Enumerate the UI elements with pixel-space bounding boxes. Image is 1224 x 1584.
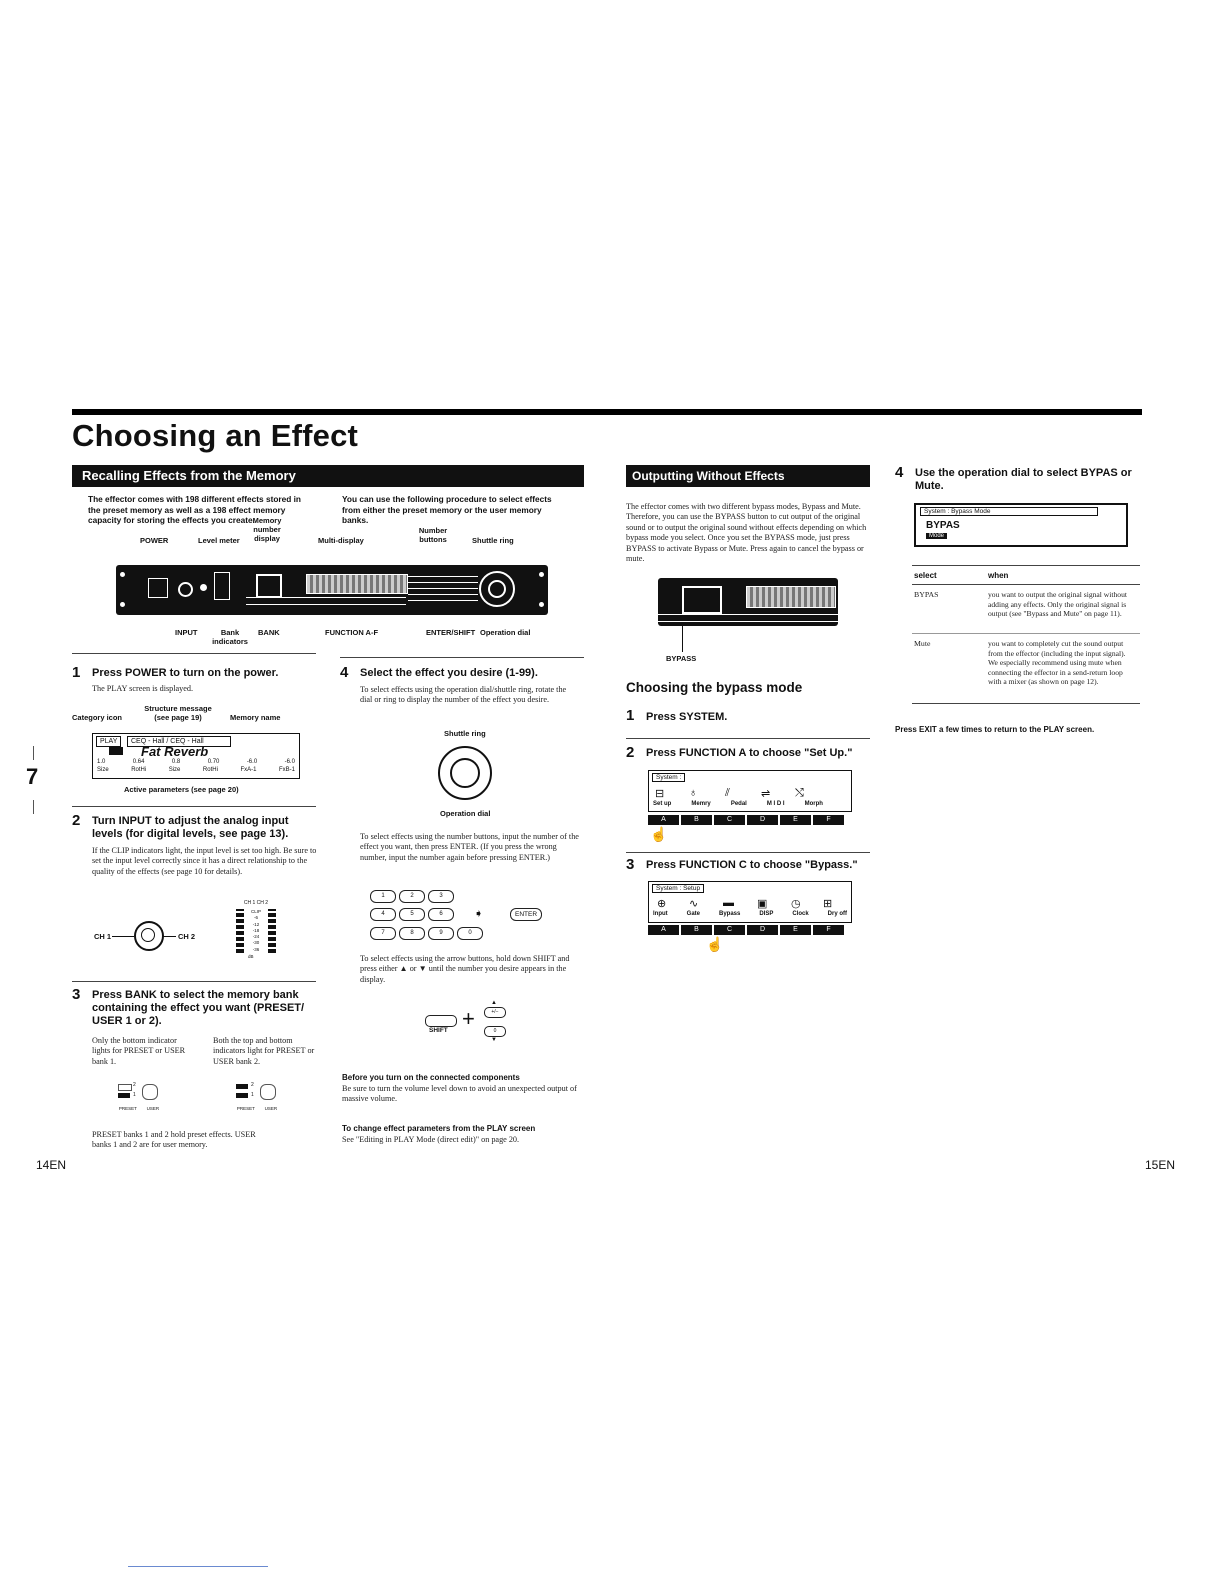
table-header-select: select	[914, 571, 937, 580]
number-buttons-row3	[370, 927, 486, 940]
input-knob	[178, 582, 193, 597]
system-lcd	[648, 770, 852, 812]
bypass-panel	[658, 578, 838, 626]
icon-label: Morph	[804, 801, 823, 807]
tab-f: F	[813, 815, 844, 825]
lcd-memory-name: Fat Reverb	[141, 744, 209, 759]
play-screen-lcd	[92, 733, 300, 779]
step-text: To select effects using the operation dial/shuttle ring, rotate the dial or ring to display the number of the effect you desire.	[360, 685, 567, 705]
lcd-param: Size	[168, 767, 181, 773]
table-rule	[912, 584, 1140, 585]
label-bank-indicators: Bank indicators	[212, 628, 248, 646]
divider	[72, 981, 316, 982]
table-header-when: when	[988, 571, 1009, 580]
icon-label: Input	[653, 911, 668, 917]
lcd-value: BYPAS	[926, 520, 960, 531]
label-level-meter: Level meter	[198, 536, 240, 545]
tab-f: F	[813, 925, 844, 935]
step-title: Turn INPUT to adjust the analog input levels (for digital levels, see page 13).	[92, 815, 289, 840]
label-power: POWER	[140, 536, 169, 545]
input-icon: ⊕	[657, 898, 667, 910]
margin-mark: 7	[26, 764, 39, 789]
rack-hole	[120, 602, 125, 607]
bank-note-b: Both the top and bottom indicators light for PRESET or USER bank 2.	[213, 1036, 315, 1066]
meter-level: -12	[252, 921, 260, 927]
bank-button	[260, 1084, 276, 1100]
meter-bar-ch1	[236, 909, 244, 953]
operation-dial	[488, 580, 506, 598]
divider	[340, 657, 584, 658]
table-cell-select: BYPAS	[914, 590, 939, 599]
disp-icon: ▣	[757, 898, 768, 910]
tab-e: E	[780, 815, 811, 825]
function-tabs	[648, 815, 844, 825]
exit-note: Press EXIT a few times to return to the PLAY screen.	[895, 725, 1095, 734]
indicator-led	[200, 584, 207, 591]
number-buttons	[408, 575, 478, 601]
tab-e: E	[780, 925, 811, 935]
lcd-param: FxA-1	[240, 767, 257, 773]
table-rule	[912, 703, 1140, 704]
table-cell-select: Mute	[914, 639, 931, 648]
bank-num: 1	[251, 1092, 254, 1098]
label-bank: BANK	[258, 628, 280, 637]
dry-off-icon: ⊞	[823, 898, 833, 910]
number-button: 3	[428, 890, 454, 903]
lcd-icon-labels	[653, 801, 823, 807]
plus-sign: +	[462, 1006, 475, 1031]
label-memory-number-display: Memory number display	[252, 516, 282, 543]
zero-button: 0	[484, 1026, 506, 1037]
midi-icon: ⇌	[761, 788, 771, 800]
shift-button	[425, 1015, 457, 1027]
bank-num: 1	[133, 1092, 136, 1098]
bypass-mode-lcd	[914, 503, 1128, 547]
table-rule	[912, 565, 1140, 566]
label-enter-shift: ENTER/SHIFT	[426, 628, 476, 637]
number-buttons-row2	[370, 908, 457, 921]
divider	[626, 852, 870, 853]
step-title: Select the effect you desire (1-99).	[360, 667, 538, 679]
label-bypass: BYPASS	[666, 654, 697, 663]
lcd-params-row	[97, 767, 295, 773]
indicator-on	[236, 1093, 248, 1098]
section-bar-recalling: Recalling Effects from the Memory	[72, 465, 584, 487]
tab-a: A	[648, 925, 679, 935]
arrow-up-icon: ▲	[491, 1000, 497, 1006]
number-button: 1	[370, 890, 396, 903]
label-shuttle-ring: Shuttle ring	[444, 729, 486, 738]
bank-label: PRESET	[118, 1106, 137, 1111]
input-knob-inner	[141, 928, 155, 942]
lcd-value: 0.70	[207, 759, 220, 765]
label-category-icon: Category icon	[72, 713, 123, 722]
meter-bar-ch2	[268, 909, 276, 953]
lcd-header: System :	[652, 773, 685, 782]
label-operation-dial: Operation dial	[440, 809, 491, 818]
number-button: 7	[370, 927, 396, 940]
arrow-down-icon: ▼	[491, 1037, 497, 1043]
bank-label: USER	[146, 1106, 160, 1111]
step-number: 3	[72, 986, 81, 1003]
bank-labels	[114, 1106, 164, 1111]
step-text: To select effects using the arrow buttons, hold down SHIFT and press either ▲ or ▼ until the number you desire appears in the display.	[360, 954, 570, 984]
front-panel	[116, 565, 548, 615]
lcd-structure: CEQ - Hall / CEQ - Hall	[127, 736, 231, 747]
tab-c: C	[714, 925, 745, 935]
meter-bottom-label: dB	[248, 954, 254, 959]
top-rule	[72, 409, 1142, 415]
icon-label: Bypass	[718, 911, 741, 917]
bank-button	[142, 1084, 158, 1100]
note-title: Before you turn on the connected components	[342, 1073, 520, 1082]
margin-tick	[33, 800, 34, 814]
tab-a: A	[648, 815, 679, 825]
step-number: 2	[72, 812, 81, 829]
meter-level: -30	[252, 940, 260, 946]
rack-hole	[120, 572, 125, 577]
label-ch1: CH 1	[94, 932, 112, 941]
lcd-param: FxB-1	[278, 767, 295, 773]
plusminus-button: +/−	[484, 1007, 506, 1018]
number-buttons-row1	[370, 890, 457, 903]
morph-icon: ⤭	[795, 787, 804, 799]
label-ch2: CH 2	[178, 932, 196, 941]
function-buttons	[246, 597, 406, 605]
lcd-value: -6.0	[284, 759, 295, 765]
memory-icon: ♁	[689, 787, 698, 799]
page-number-left: 14EN	[36, 1158, 67, 1172]
icon-label: Clock	[792, 911, 809, 917]
step-title: Press POWER to turn on the power.	[92, 667, 279, 679]
step-number: 4	[340, 664, 349, 681]
lcd-mode-tab: Mode	[926, 533, 947, 539]
pointing-hand-icon: ☝	[706, 936, 724, 952]
step-number: 4	[895, 464, 904, 481]
meter-level: -36	[252, 946, 260, 952]
number-button: 2	[399, 890, 425, 903]
number-button: 9	[428, 927, 454, 940]
step-title: Use the operation dial to select BYPAS or Mute.	[915, 467, 1132, 492]
icon-label: DISP	[759, 911, 774, 917]
note-text: Be sure to turn the volume level down to avoid an unexpected output of massive volume.	[342, 1084, 577, 1104]
bank-note-a: Only the bottom indicator lights for PRESET or USER bank 1.	[92, 1036, 186, 1066]
meter-scale	[246, 909, 266, 953]
bank-indicator-diagram-b	[232, 1082, 282, 1118]
icon-label: Pedal	[730, 801, 747, 807]
bank-footer: PRESET banks 1 and 2 hold preset effects. USER banks 1 and 2 are for user memory.	[92, 1130, 256, 1150]
number-button: 6	[428, 908, 454, 921]
label-memory-name: Memory name	[230, 713, 281, 722]
tab-d: D	[747, 925, 778, 935]
meter-top-label: CH 1 CH 2	[243, 900, 269, 906]
step-text: The PLAY screen is displayed.	[92, 684, 194, 693]
lcd-icon-labels	[653, 911, 847, 917]
label-function-af: FUNCTION A-F	[325, 628, 379, 637]
lcd-param: RotHi	[131, 767, 147, 773]
table-cell-when: you want to output the original signal without adding any effects. Only the original signal is output (see "Bypass and Mute" on page 11).	[988, 590, 1127, 619]
level-meter-diagram	[230, 900, 282, 962]
lcd-play: PLAY	[96, 736, 121, 747]
enter-button: ENTER	[510, 908, 542, 921]
intro-right: You can use the following procedure to select effects from either the preset memory or the user memory banks.	[342, 494, 552, 525]
intro-left: The effector comes with 198 different effects stored in the preset memory as well as a 198 effect memory capacity for storing the effects you create.	[88, 494, 302, 525]
step-text: If the CLIP indicators light, the input level is set too high. Be sure to set the input level correctly since it has a direct relationship to the quality of the effects (see page 10 for details).	[92, 846, 317, 876]
note-title: To change effect parameters from the PLAY screen	[342, 1124, 536, 1133]
lcd-value: 1.0	[97, 759, 106, 765]
step-title: Press FUNCTION A to choose "Set Up."	[646, 747, 853, 759]
step-number: 1	[626, 707, 635, 724]
meter-level: -6	[253, 915, 258, 921]
bank-label: USER	[264, 1106, 278, 1111]
table-cell-when: you want to completely cut the sound output from the effector (including the input signal). We especially recommend using mute when connecting the effector in a send-return loop with a mixer (as shown on page 12).	[988, 639, 1126, 687]
divider	[626, 738, 870, 739]
label-structure-message: Structure message (see page 19)	[144, 704, 212, 722]
bottom-rule	[128, 1566, 268, 1567]
tab-d: D	[747, 815, 778, 825]
step-number: 1	[72, 664, 81, 681]
bypass-intro: The effector comes with two different bypass modes, Bypass and Mute. Therefore, you can use the BYPASS button to cut output of the original sound or to output the original sound without effects depending on which bypass mode you select. Once you set the BYPASS mode, just press BYPASS to activate Bypass or Mute. Press again to cancel the bypass or mute.	[626, 502, 867, 564]
power-button	[148, 578, 168, 598]
bank-labels	[232, 1106, 282, 1111]
pointing-hand-icon: ☝	[650, 826, 668, 842]
step-number: 2	[626, 744, 635, 761]
shift-label: SHIFT	[429, 1027, 448, 1034]
indicator-on	[236, 1084, 248, 1089]
subsection-title: Choosing the bypass mode	[626, 680, 803, 695]
number-button: 4	[370, 908, 396, 921]
tab-b: B	[681, 815, 712, 825]
level-meter	[214, 572, 230, 600]
leader-line	[112, 936, 134, 937]
multi-display	[746, 586, 836, 608]
lcd-header: System : Setup	[652, 884, 704, 893]
indicator-on	[118, 1093, 130, 1098]
label-multi-display: Multi-display	[318, 536, 364, 545]
lcd-param: Size	[97, 767, 109, 773]
icon-label: Memry	[691, 801, 711, 807]
label-number-buttons: Number buttons	[418, 526, 448, 544]
number-button: 5	[399, 908, 425, 921]
lcd-header: System : Bypass Mode	[920, 507, 1098, 516]
label-operation-dial: Operation dial	[480, 628, 531, 637]
divider	[72, 653, 316, 654]
indicator-off	[118, 1084, 132, 1091]
setup-lcd	[648, 881, 852, 923]
bank-num: 2	[251, 1082, 254, 1088]
leader-line	[682, 626, 683, 652]
icon-label: Dry off	[827, 911, 847, 917]
label-active-parameters: Active parameters (see page 20)	[124, 785, 239, 794]
bank-label: PRESET	[236, 1106, 255, 1111]
category-icon	[109, 747, 123, 755]
bypass-display	[682, 586, 722, 614]
label-shuttle-ring: Shuttle ring	[472, 536, 514, 545]
tab-c: C	[714, 815, 745, 825]
label-input: INPUT	[175, 628, 198, 637]
setup-icon: ⊟	[655, 788, 665, 800]
memory-number-display	[256, 574, 282, 598]
page-title: Choosing an Effect	[72, 418, 359, 453]
rack-hole	[539, 602, 544, 607]
step-number: 3	[626, 856, 635, 873]
step-title: Press BANK to select the memory bank containing the effect you want (PRESET/ USER 1 or 2).	[92, 989, 305, 1027]
meter-level: -24	[252, 934, 260, 940]
icon-label: M I D I	[766, 801, 785, 807]
rack-hole	[539, 572, 544, 577]
lcd-values-row	[97, 759, 295, 765]
step-text: To select effects using the number buttons, input the number of the effect you want, then press ENTER. (If you press the wrong number, input the number again before pressing ENTER.)	[360, 832, 579, 862]
lcd-value: 0.8	[171, 759, 181, 765]
function-buttons	[658, 614, 838, 622]
page-number-right: 15EN	[1145, 1158, 1176, 1172]
clock-icon: ◷	[791, 898, 801, 910]
step-title: Press SYSTEM.	[646, 711, 728, 723]
divider	[72, 806, 316, 807]
lcd-value: 0.64	[132, 759, 145, 765]
leader-line	[162, 936, 176, 937]
margin-tick	[33, 746, 34, 760]
bank-num: 2	[133, 1082, 136, 1088]
meter-level: -18	[252, 927, 260, 933]
icon-label: Gate	[686, 911, 700, 917]
meter-level: CLIP	[250, 909, 261, 914]
table-rule	[912, 633, 1140, 634]
bypass-icon: ▬	[723, 897, 734, 909]
lcd-param: RotHi	[202, 767, 218, 773]
tab-b: B	[681, 925, 712, 935]
section-bar-bypass: Outputting Without Effects (BYPASS/MUTE)	[626, 465, 870, 487]
number-button: 8	[399, 927, 425, 940]
note-text: See "Editing in PLAY Mode (direct edit)" on page 20.	[342, 1135, 520, 1144]
pedal-icon: ⫽	[725, 787, 730, 799]
number-button: 0	[457, 927, 483, 940]
step-title: Press FUNCTION C to choose "Bypass."	[646, 859, 858, 871]
multi-display	[306, 574, 408, 594]
function-tabs	[648, 925, 844, 935]
arrow-right-icon: ➧	[474, 908, 484, 920]
icon-label: Set up	[653, 801, 672, 807]
bank-indicator-diagram-a	[114, 1082, 164, 1118]
lcd-value: -6.0	[246, 759, 258, 765]
operation-dial-diagram	[450, 758, 480, 788]
gate-icon: ∿	[689, 898, 699, 910]
